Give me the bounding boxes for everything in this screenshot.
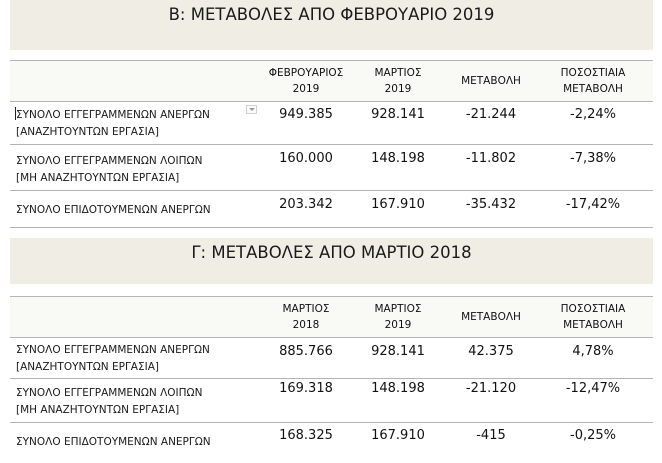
row-label-line1: ΣΥΝΟΛΟ ΕΠΙΔΟΤΟΥΜΕΝΩΝ ΑΝΕΡΓΩΝ [16, 204, 211, 216]
row-label-line1: ΣΥΝΟΛΟ ΕΓΓΕΓΡΑΜΜΕΝΩΝ ΑΝΕΡΓΩΝ [16, 109, 210, 121]
header-col2-line2: 2019 [384, 83, 412, 95]
section-g-title-band [10, 238, 653, 284]
row-label-line2: [ΜΗ ΑΝΑΖΗΤΟΥΝΤΩΝ ΕΡΓΑΣΙΑ] [16, 172, 180, 184]
section-b [10, 0, 653, 228]
section-g-header-row [10, 297, 653, 338]
header-col1-line2: 2018 [292, 319, 320, 331]
filter-dropdown-icon[interactable] [246, 105, 257, 114]
table-row[interactable] [10, 145, 653, 191]
value-col3: -21.244 [465, 107, 517, 122]
table-row[interactable] [10, 102, 653, 145]
value-col3: -35.432 [465, 197, 517, 212]
value-col3: -21.120 [465, 381, 517, 396]
header-col4 [538, 301, 648, 333]
header-col1-line1: ΜΑΡΤΙΟΣ [282, 303, 330, 315]
section-b-header-row [10, 61, 653, 102]
value-col3: -11.802 [465, 151, 517, 166]
value-col1: 203.342 [279, 197, 333, 212]
row-label-line1: ΣΥΝΟΛΟ ΕΓΓΕΓΡΑΜΜΕΝΩΝ ΛΟΙΠΩΝ [16, 387, 203, 399]
header-col4-line2: ΜΕΤΑΒΟΛΗ [563, 319, 623, 331]
value-col4: -17,42% [565, 197, 621, 212]
row-label [16, 342, 210, 376]
row-label [16, 107, 210, 141]
section-g-table [10, 296, 653, 455]
header-col4-line1: ΠΟΣΟΣΤΙΑΙΑ [560, 67, 626, 79]
section-g [10, 238, 653, 455]
header-col1 [260, 65, 352, 97]
table-row[interactable] [10, 423, 653, 455]
header-col1 [260, 301, 352, 333]
header-col3: ΜΕΤΑΒΟΛΗ [461, 75, 521, 87]
header-col4-line2: ΜΕΤΑΒΟΛΗ [563, 83, 623, 95]
header-col2-line1: ΜΑΡΤΙΟΣ [374, 67, 422, 79]
section-b-title: Β: ΜΕΤΑΒΟΛΕΣ ΑΠΟ ΦΕΒΡΟΥΑΡΙΟ 2019 [168, 5, 495, 24]
section-g-title: Γ: ΜΕΤΑΒΟΛΕΣ ΑΠΟ ΜΑΡΤΙΟ 2018 [191, 243, 472, 262]
row-label-line2: [ΑΝΑΖΗΤΟΥΝΤΩΝ ΕΡΓΑΣΙΑ] [16, 126, 159, 138]
row-label-line2: [ΑΝΑΖΗΤΟΥΝΤΩΝ ΕΡΓΑΣΙΑ] [16, 361, 159, 373]
table-row[interactable] [10, 379, 653, 423]
row-label-line1: ΣΥΝΟΛΟ ΕΓΓΕΓΡΑΜΜΕΝΩΝ ΛΟΙΠΩΝ [16, 155, 203, 167]
row-label [16, 434, 211, 451]
header-col2-line1: ΜΑΡΤΙΟΣ [374, 303, 422, 315]
header-col4-line1: ΠΟΣΟΣΤΙΑΙΑ [560, 303, 626, 315]
value-col2: 167.910 [371, 428, 425, 443]
section-b-table [10, 60, 653, 228]
row-label [16, 202, 211, 219]
row-label [16, 153, 202, 187]
header-col1-line2: 2019 [292, 83, 320, 95]
value-col1: 949.385 [279, 107, 333, 122]
header-col3: ΜΕΤΑΒΟΛΗ [461, 311, 521, 323]
header-col2 [352, 65, 444, 97]
value-col2: 148.198 [371, 381, 425, 396]
value-col2: 928.141 [371, 344, 425, 359]
value-col4: -0,25% [570, 428, 616, 443]
header-col2 [352, 301, 444, 333]
row-label-line1: ΣΥΝΟΛΟ ΕΓΓΕΓΡΑΜΜΕΝΩΝ ΑΝΕΡΓΩΝ [16, 344, 210, 356]
header-col2-line2: 2019 [384, 319, 412, 331]
value-col4: -12,47% [565, 381, 621, 396]
value-col3: 42.375 [468, 344, 514, 359]
value-col4: -2,24% [570, 107, 616, 122]
value-col1: 168.325 [279, 428, 333, 443]
value-col1: 169.318 [279, 381, 333, 396]
header-col1-line1: ΦΕΒΡΟΥΑΡΙΟΣ [268, 67, 344, 79]
value-col4: -7,38% [570, 151, 616, 166]
value-col3: -415 [476, 428, 506, 443]
value-col4: 4,78% [572, 344, 614, 359]
row-label [16, 385, 202, 419]
value-col2: 928.141 [371, 107, 425, 122]
row-label-line2: [ΜΗ ΑΝΑΖΗΤΟΥΝΤΩΝ ΕΡΓΑΣΙΑ] [16, 404, 180, 416]
value-col2: 167.910 [371, 197, 425, 212]
row-label-line1: ΣΥΝΟΛΟ ΕΠΙΔΟΤΟΥΜΕΝΩΝ ΑΝΕΡΓΩΝ [16, 436, 211, 448]
header-col4 [538, 65, 648, 97]
table-row[interactable] [10, 338, 653, 379]
value-col2: 148.198 [371, 151, 425, 166]
value-col1: 160.000 [279, 151, 333, 166]
value-col1: 885.766 [279, 344, 333, 359]
table-row[interactable] [10, 191, 653, 228]
section-b-title-band [10, 0, 653, 50]
